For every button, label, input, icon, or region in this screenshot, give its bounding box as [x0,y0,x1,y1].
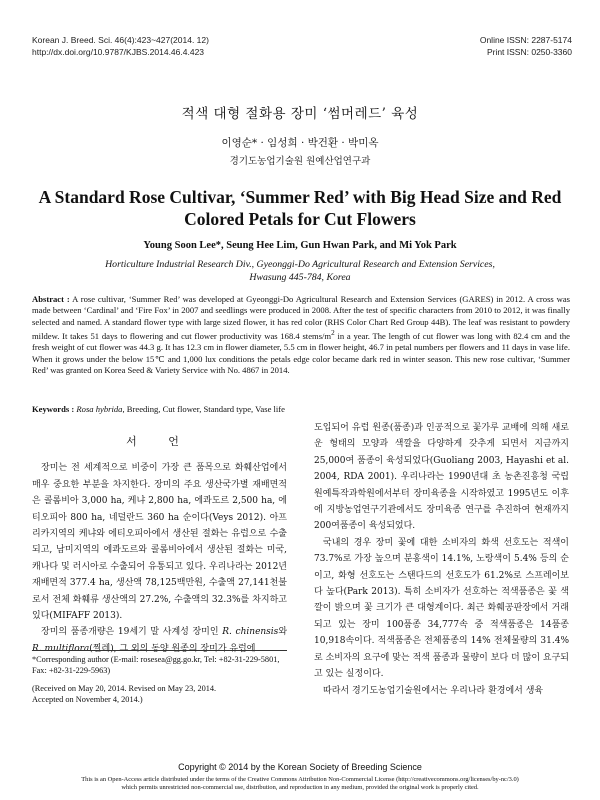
intro-paragraph-3: 도입되어 유럽 원종(품종)과 인공적으로 꽃가루 교배에 의해 새로운 형태의 모양과 색깔을 다양하게 갖추게 되면서 지금까지 25,000여 품종이 육성되었다(Guoliang 2003, Hayashi et al. 2004, RDA 2001). 우리나라는 1990년대 초 농촌진흥청 국립원예특작과학원에서부터 장미육종을 시작하였고 1995년도 이후에 지방농업연구기관에서도 장미육종 연구를 추진하여 현재까지 200여품종이 육성되었다. [314,423,569,532]
license-notice [0,776,600,792]
online-issn: Online ISSN: 2287-5174 [479,35,572,45]
keyword-species: Rosa hybrida [76,404,123,414]
submission-dates [32,683,287,706]
right-column [314,420,569,699]
korean-affiliation: 경기도농업기술원 원예산업연구과 [229,156,371,167]
keywords [32,404,285,414]
issn-header [480,34,572,58]
english-authors: Young Soon Lee*, Seung Hee Lim, Gun Hwan Park, and Mi Yok Park [143,240,457,251]
received-date: (Received on May 20, 2014. Revised on May 23, 2014. [32,684,217,693]
english-affiliation-line1: Horticulture Industrial Research Div., Gyeonggi-Do Agricultural Research and Extension Services, [105,259,495,270]
english-affiliation [0,258,600,284]
doi-link[interactable]: http://dx.doi.org/10.9787/KJBS.2014.46.4.423 [32,47,205,57]
intro-paragraph-1: 장미는 전 세계적으로 비중이 가장 큰 품목으로 화훼산업에서 매우 중요한 부분을 차지한다. 장미의 주요 생산국가별 재배면적은 콜롬비아 3,000 ha, 케냐 2,800 ha, 에콰도르 2,500 ha, 에티오피아 800 ha, 네덜란드 360 ha 순이다(Veys 2012). 아프리카지역의 케냐와 에티오피아에서 생산된 절화는 유럽으로 수출되고, 남미지역의 에콰도르와 콜롬비아에서 생산된 절화는 미국, 캐나다 및 러시아로 수출되어 유통되고 있다. 우리나라는 2012년 재배면적 377.4 ha, 생산액 78,125백만원, 수출액 27,141천불로서 전체 화훼류 생산액의 27.2%, 수출액의 32.3%를 차지하고 있다(MIFAFF 2013). [32,463,287,622]
copyright-notice: Copyright © 2014 by the Korean Society of Breeding Science [178,762,422,772]
intro-paragraph-5: 따라서 경기도농업기술원에서는 우리나라 환경에서 생육 [323,685,544,696]
journal-citation: Korean J. Breed. Sci. 46(4):423~427(2014. 12) [32,35,209,45]
abstract [32,294,570,377]
abstract-text-2: in a year. The length of cut flower was long with 82.4 cm and the fresh weight of cut flower was 44.3 g. It has 12.3 cm in flower diameter, 5.5 cm in flower height, 46.7 in petal numbers per flowers and 11 days in vase life. When it grows under the below 15℃ and 1,000 lux conditions the petals edge color became dark red in winter season. This new rose cultivar, ‘Summer Red’ was granted on Korea Seed & Variety Service with No. 4867 in 2014. [32,331,571,376]
english-title [0,186,600,230]
abstract-text-1: A rose cultivar, ‘Summer Red’ was developed at Gyeonggi-Do Agricultural Research and Extension Services (GARES) in 2012. A cross was made between ‘Cardinal’ and ‘Fire Fox’ in 2007 and seedlings were produced in 2008. After the test of specific characters from 2010 to 2012, it was finally selected and named. A standard flower type with large sized flower, it has red color (RHS Color Chart Red Group 44B). The leaf was resistant to powdery mildew. It takes 51 days to flowering and cut flower productivity was 168.4 stems/m [32,294,570,342]
english-title-line1: A Standard Rose Cultivar, ‘Summer Red’ with Big Head Size and Red [38,187,562,207]
keywords-rest: , Breeding, Cut flower, Standard type, Vase life [122,404,285,414]
license-line1: This is an Open-Access article distributed under the terms of the Creative Commons Attribution Non-Commercial License (http://creativecommons.org/licenses/by-nc/3.0) [81,776,519,783]
korean-authors: 이영순* · 임성희 · 박건환 · 박미옥 [221,137,379,149]
section-title-introduction: 서 언 [126,435,193,448]
corresponding-author-note: *Corresponding author (E-mail: rosesea@gg.go.kr, Tel: +82-31-229-5801, Fax: +82-31-229-5963) [32,655,280,676]
footnote-divider [32,650,287,651]
species-multiflora: R. multiflora [32,643,90,654]
intro-p2-text-c: (찔레), 그 외의 동양 원종의 장미가 유럽에 [89,643,256,654]
left-column [32,420,287,657]
intro-paragraph-4: 국내의 경우 장미 꽃에 대한 소비자의 화색 선호도는 적색이 73.7%로 가장 높으며 분홍색이 14.1%, 노랑색이 5.4% 등의 순이고, 화형 선호도는 스탠다드의 선호도가 61.2%로 스프레이보다 높다(Park 2013). 특히 소비자가 선호하는 적색품종은 꽃 색깔이 밝으며 꽃 크기가 큰 대형계이다. 최근 화훼공판장에서 거래되고 있는 장미 100품종 34,777속 중 적색품종은 14품종 10,918속이다. 적색품종은 전체품종의 14% 전체물량의 31.4%로 소비자의 요구에 맞는 적색 품종과 물량이 보다 더 많이 요구되고 있는 실정이다. [314,537,569,680]
accepted-date: Accepted on November 4, 2014.) [32,695,143,705]
abstract-superscript: 2 [331,329,335,338]
korean-title: 적색 대형 절화용 장미 ‘썸머레드’ 육성 [181,106,419,122]
keywords-label: Keywords : [32,404,75,414]
intro-p2-text-a: 장미의 품종개량은 19세기 말 사계성 장미인 [41,627,223,638]
print-issn: Print ISSN: 0250-3360 [486,47,572,57]
english-title-line2: Colored Petals for Cut Flowers [184,209,416,229]
english-affiliation-line2: Hwasung 445-784, Korea [249,272,351,283]
intro-paragraph-2 [32,624,287,657]
species-chinensis: R. chinensis [222,627,279,638]
abstract-label: Abstract : [32,294,70,304]
journal-header [32,34,209,58]
intro-p2-text-b: 와 [278,627,288,638]
license-line2: which permits unrestricted non-commercial use, distribution, and reproduction in any medium, provided the original work is properly cited. [121,784,479,791]
